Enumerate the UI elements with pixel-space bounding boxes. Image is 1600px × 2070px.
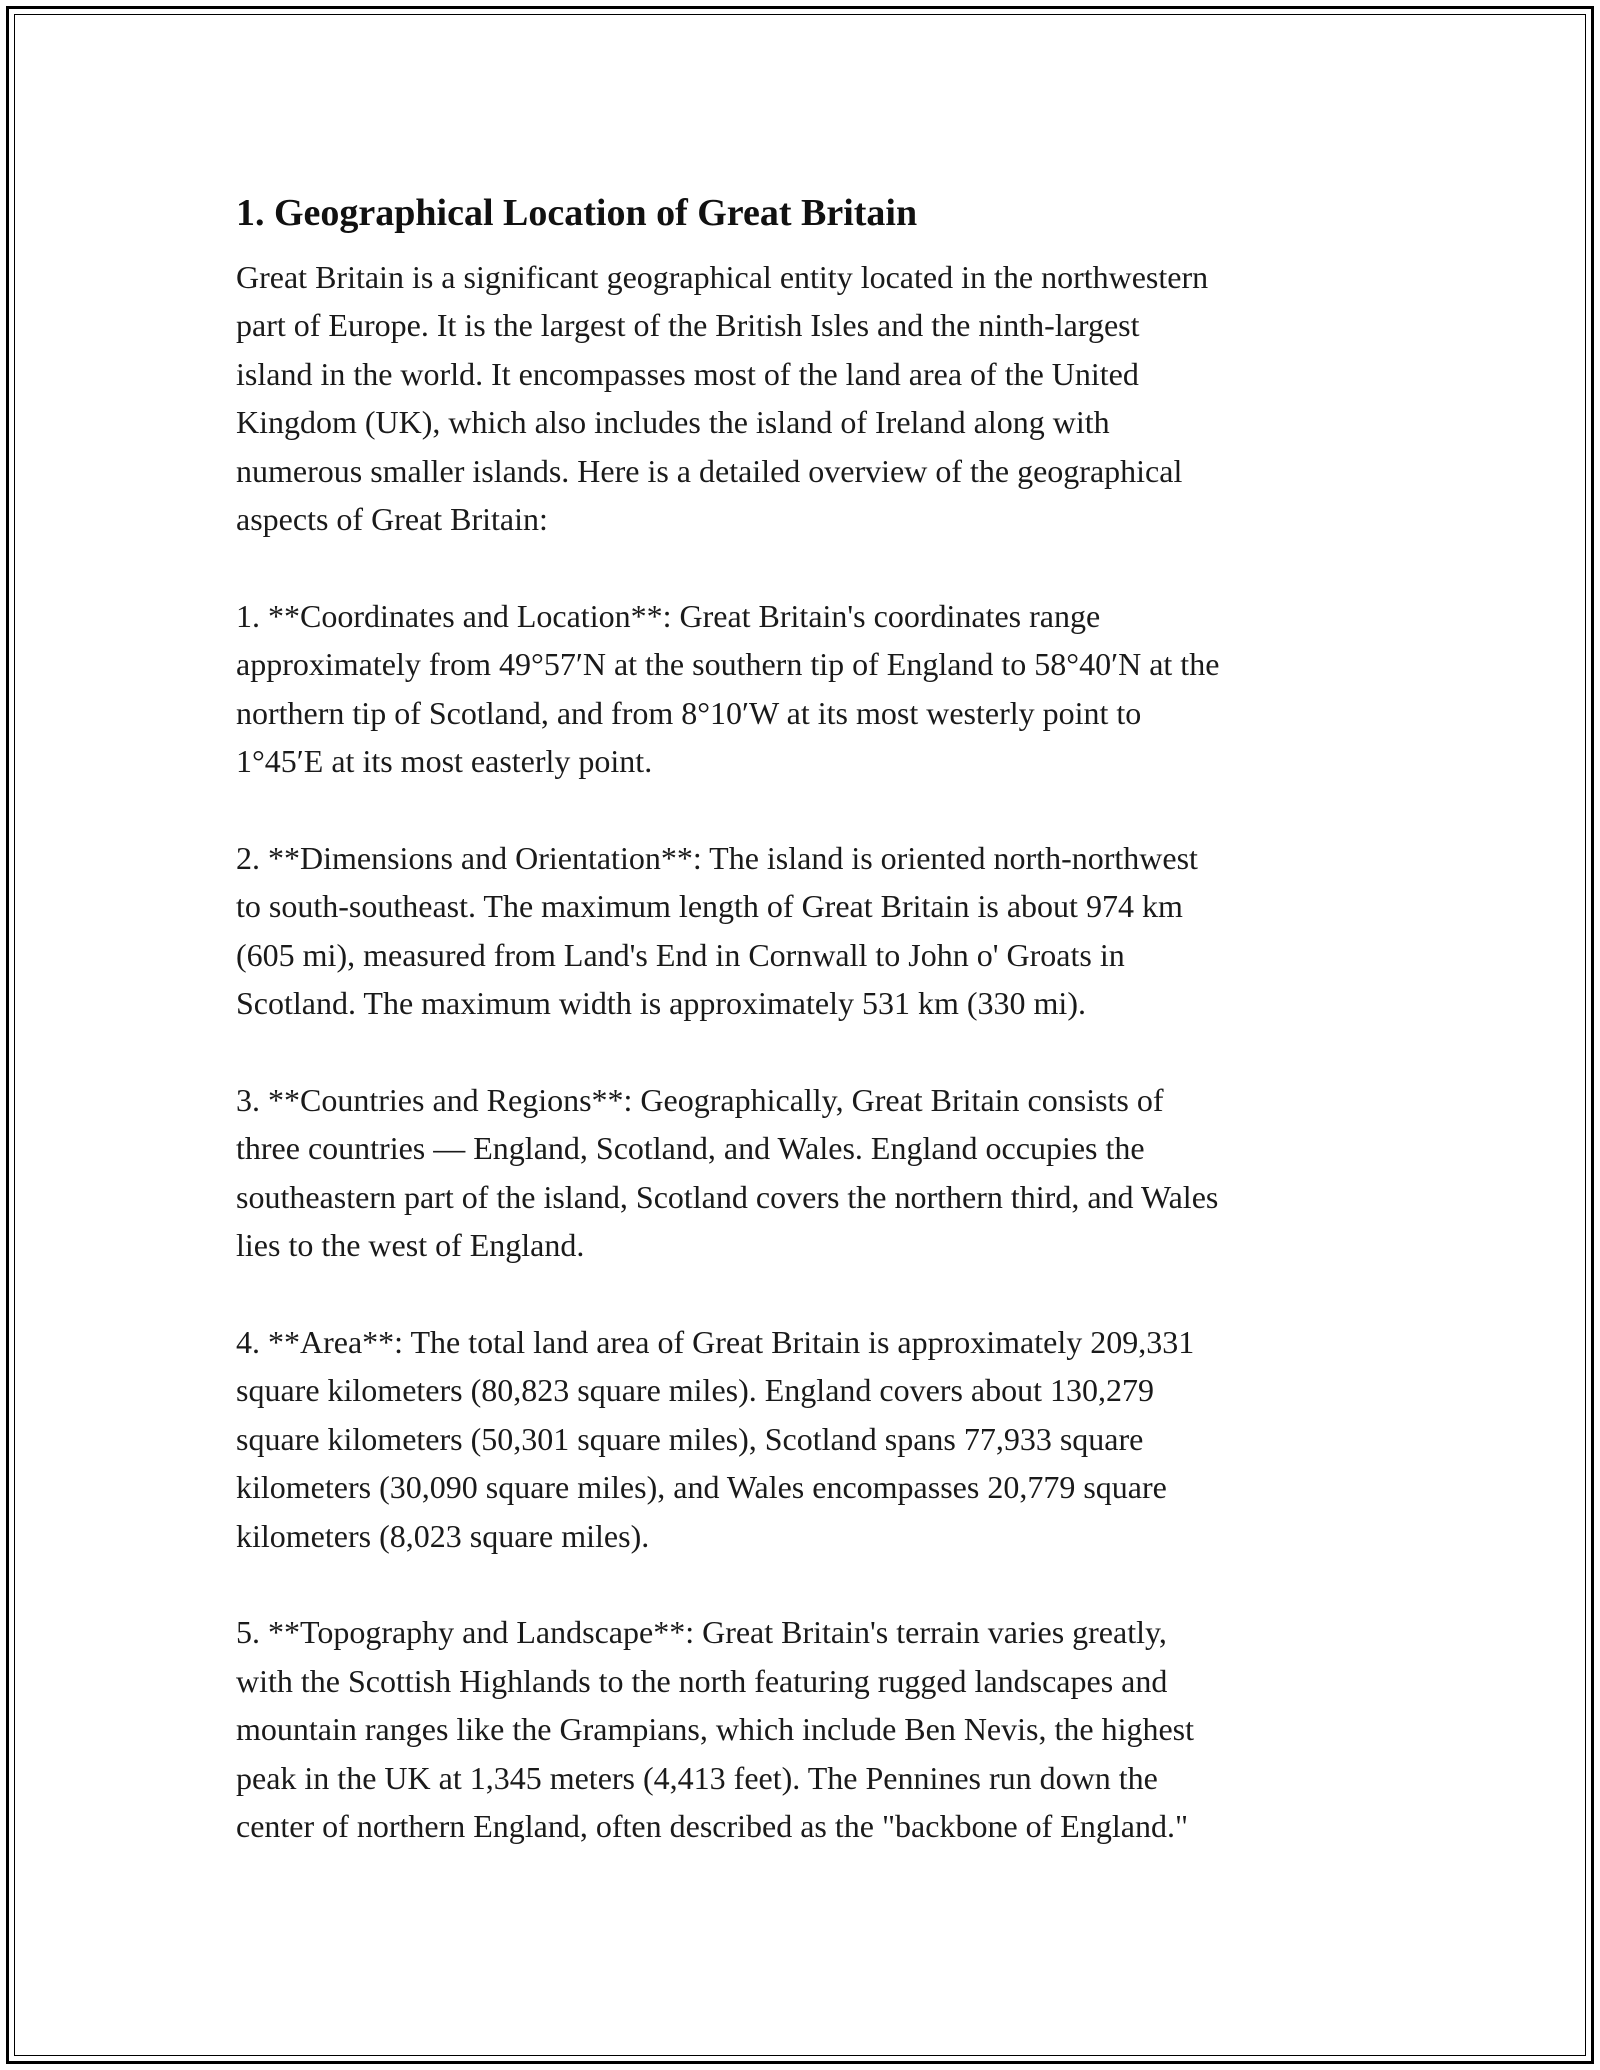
- section-heading: 1. Geographical Location of Great Britain: [236, 192, 918, 234]
- text-line: mountain ranges like the Grampians, which include Ben Nevis, the highest: [236, 1711, 1194, 1748]
- text-line: square kilometers (50,301 square miles), Scotland spans 77,933 square: [236, 1420, 1144, 1457]
- coordinates-paragraph: [236, 592, 1386, 786]
- document-body: [236, 183, 1386, 1850]
- text-line: Kingdom (UK), which also includes the island of Ireland along with: [236, 404, 1110, 441]
- text-line: numerous smaller islands. Here is a detailed overview of the geographical: [236, 452, 1183, 489]
- text-line: 3. **Countries and Regions**: Geographically, Great Britain consists of: [236, 1081, 1164, 1118]
- topography-paragraph: [236, 1608, 1386, 1850]
- text-line: three countries — England, Scotland, and Wales. England occupies the: [236, 1130, 1145, 1167]
- dimensions-paragraph: [236, 834, 1386, 1028]
- text-line: 2. **Dimensions and Orientation**: The island is oriented north-northwest: [236, 839, 1198, 876]
- text-line: aspects of Great Britain:: [236, 501, 548, 538]
- text-line: center of northern England, often described as the "backbone of England.": [236, 1807, 1188, 1844]
- text-line: Scotland. The maximum width is approximately 531 km (330 mi).: [236, 985, 1086, 1022]
- text-line: to south-southeast. The maximum length of Great Britain is about 974 km: [236, 888, 1183, 925]
- text-line: 4. **Area**: The total land area of Great Britain is approximately 209,331: [236, 1323, 1195, 1360]
- countries-paragraph: [236, 1076, 1386, 1270]
- text-line: Great Britain is a significant geographical entity located in the northwestern: [236, 259, 1209, 295]
- text-line: (605 mi), measured from Land's End in Cornwall to John o' Groats in: [236, 936, 1125, 973]
- text-line: 1. **Coordinates and Location**: Great Britain's coordinates range: [236, 597, 1101, 634]
- text-line: northern tip of Scotland, and from 8°10′W at its most westerly point to: [236, 694, 1142, 731]
- text-line: peak in the UK at 1,345 meters (4,413 feet). The Pennines run down the: [236, 1759, 1158, 1796]
- text-line: southeastern part of the island, Scotland covers the northern third, and Wales: [236, 1178, 1219, 1215]
- text-line: lies to the west of England.: [236, 1227, 585, 1264]
- area-paragraph: [236, 1318, 1386, 1560]
- text-line: kilometers (30,090 square miles), and Wales encompasses 20,779 square: [236, 1469, 1167, 1506]
- text-line: square kilometers (80,823 square miles). England covers about 130,279: [236, 1372, 1154, 1409]
- text-line: approximately from 49°57′N at the southern tip of England to 58°40′N at the: [236, 646, 1220, 683]
- text-line: with the Scottish Highlands to the north featuring rugged landscapes and: [236, 1662, 1168, 1699]
- text-line: kilometers (8,023 square miles).: [236, 1517, 650, 1554]
- text-line: island in the world. It encompasses most of the land area of the United: [236, 355, 1139, 392]
- text-line: 5. **Topography and Landscape**: Great Britain's terrain varies greatly,: [236, 1614, 1167, 1651]
- text-line: 1°45′E at its most easterly point.: [236, 743, 653, 780]
- text-line: part of Europe. It is the largest of the British Isles and the ninth-largest: [236, 307, 1140, 344]
- intro-paragraph: [236, 253, 1386, 543]
